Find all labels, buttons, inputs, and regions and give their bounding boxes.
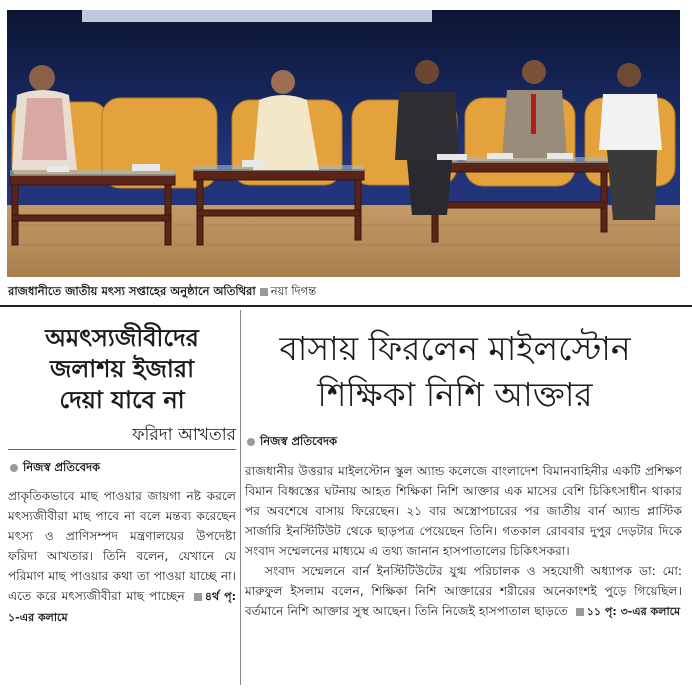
square-bullet-icon [260, 288, 268, 296]
stage-scene-illustration [7, 10, 680, 277]
right-paragraph-2-text: সংবাদ সম্মেলনে বার্ন ইনস্টিটিউটের যুগ্ম পরিচালক ও সহযোগী অধ্যাপক ডা: মো: মারুফুল ইসলাম বলেন, শিক্ষিকা নিশি আক্তারের শরীরের অনেকাংশই পুড়ে গিয়েছিল। বর্তমানে নিশি আক্তার সুস্থ আছেন। তিনি নিজেই হাসপাতাল ছাড়তে [245, 564, 682, 618]
left-headline-line-2: জলাশয় ইজারা [49, 354, 195, 383]
right-continuation [572, 605, 680, 618]
left-article-byline [10, 459, 100, 478]
round-bullet-icon [10, 464, 18, 472]
right-article-body [245, 461, 682, 622]
right-article-byline [247, 433, 337, 452]
square-bullet-icon [576, 608, 584, 616]
round-bullet-icon [247, 438, 255, 446]
right-headline-line-1: বাসায় ফিরলেন মাইলস্টোন [279, 329, 631, 368]
right-byline-text: নিজস্ব প্রতিবেদক [260, 434, 338, 448]
left-continuation-text: ৪র্থ পৃ: ১-এর কলামে [8, 590, 237, 624]
left-headline-line-3: দেয়া যাবে না [59, 385, 185, 414]
news-photo [7, 10, 680, 277]
right-paragraph-2 [245, 561, 682, 622]
left-article-author: ফরিদা আখতার [132, 425, 236, 445]
left-headline-line-1: অমৎস্যজীবীদের [45, 323, 199, 352]
left-article-body [8, 486, 236, 628]
right-continuation-text: ১১ পৃ: ৩-এর কলামে [586, 605, 681, 618]
vertical-divider [240, 310, 241, 685]
right-paragraph-1: রাজধানীর উত্তরার মাইলস্টোন স্কুল অ্যান্ড কলেজে বাংলাদেশ বিমানবাহিনীর একটি প্রশিক্ষণ বিমান বিধ্বস্তের ঘটনায় আহত শিক্ষিকা নিশি আক্তার এক মাসের বেশি চিকিৎসাধীন থাকার পর অবশেষে বাসায় ফিরেছেন। ২১ বার অস্ত্রোপচারের পর জাতীয় বার্ন অ্যান্ড প্লাস্টিক সার্জারি ইনস্টিটিউট থেকে ছাড়পত্র পেয়েছেন তিনি। গতকাল রোববার দুপুর দেড়টার দিকে সংবাদ সম্মেলনের মাধ্যমে এ তথ্য জানান হাসপাতালের চিকিৎসকরা। [245, 464, 682, 558]
right-article-headline [250, 326, 660, 418]
left-article-headline [8, 322, 236, 415]
photo-credit: নয়া দিগন্ত [270, 284, 317, 298]
square-bullet-icon [194, 593, 202, 601]
photo-caption-text: রাজধানীতে জাতীয় মৎস্য সপ্তাহের অনুষ্ঠানে অতিথিরা [8, 284, 256, 298]
photo-caption [8, 283, 683, 302]
left-body-text: প্রাকৃতিকভাবে মাছ পাওয়ার জায়গা নষ্ট করলে মৎস্যজীবীরা মাছ পাবে না বলে মন্তব্য করেছেন মৎস্য ও প্রাণিসম্পদ মন্ত্রণালয়ের উপদেষ্টা ফরিদা আখতার। তিনি বলেন, যেখানে যে পরিমাণ মাছ পাওয়ার কথা তা পাওয়া যাচ্ছে না। এতে করে মৎস্যজীবীরা মাছ পাচ্ছেন [8, 489, 236, 603]
left-byline-text: নিজস্ব প্রতিবেদক [23, 460, 101, 474]
right-headline-line-2: শিক্ষিকা নিশি আক্তার [317, 375, 593, 414]
horizontal-divider [0, 305, 692, 307]
